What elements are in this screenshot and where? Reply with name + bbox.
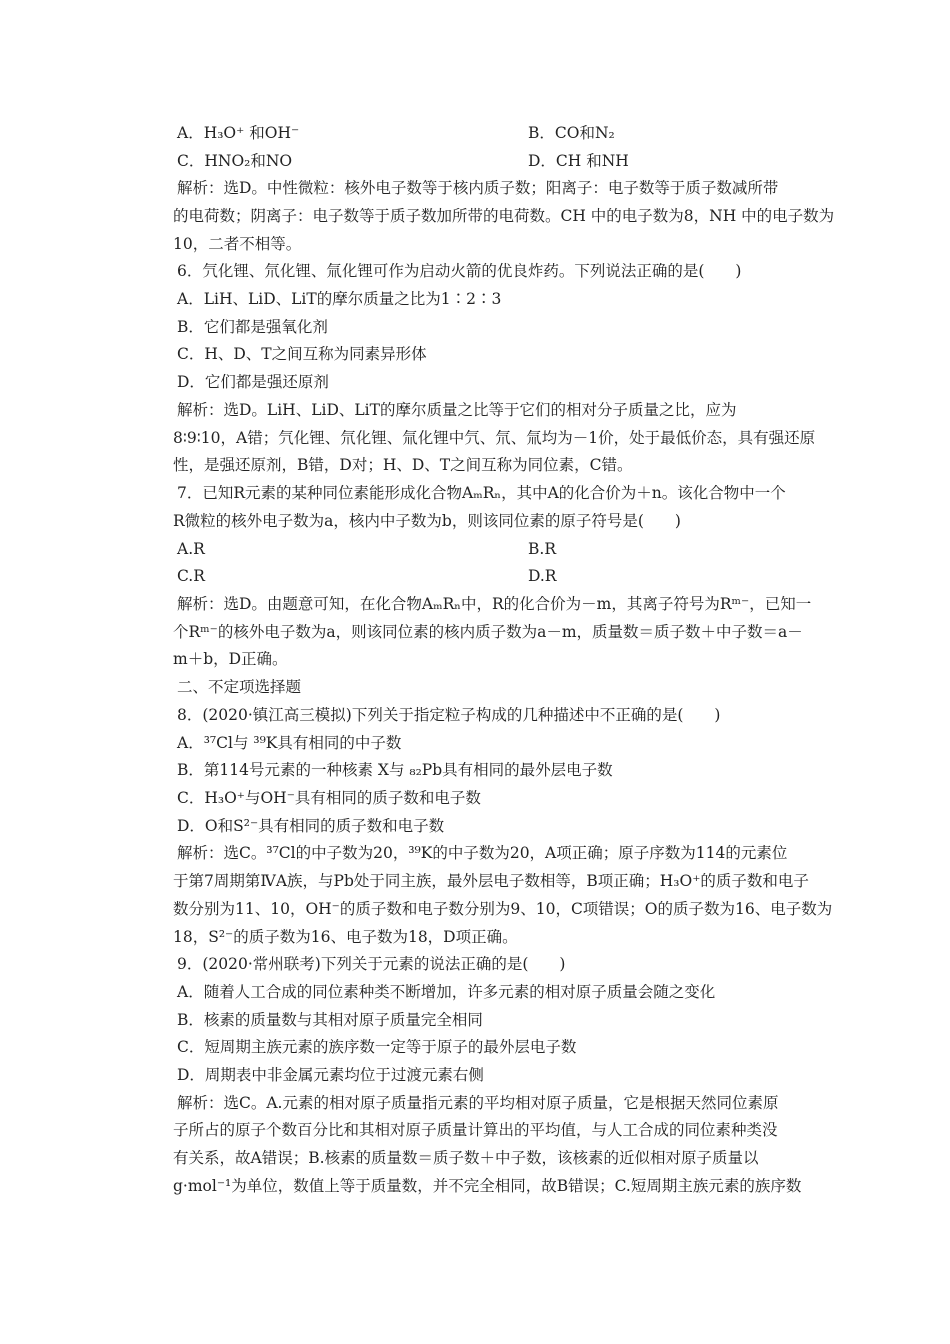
q7-explanation-line: 个Rᵐ⁻的核外电子数为a，则该同位素的核内质子数为a－m，质量数＝质子数＋中子数＝a－ xyxy=(173,623,803,641)
q6-explanation-line: 性，是强还原剂，B错，D对；H、D、T之间互称为同位素，C错。 xyxy=(173,456,633,474)
q5-explanation-line: 解析：选D。中性微粒：核外电子数等于核内质子数；阳离子：电子数等于质子数减所带 xyxy=(177,179,779,197)
q7-stem-line: R微粒的核外电子数为a，核内中子数为b，则该同位素的原子符号是( ) xyxy=(173,512,681,530)
q6-stem: 6．氕化锂、氘化锂、氚化锂可作为启动火箭的优良炸药。下列说法正确的是( ) xyxy=(177,262,742,280)
q6-option-d: D．它们都是强还原剂 xyxy=(177,373,329,391)
q9-option-a: A．随着人工合成的同位素种类不断增加，许多元素的相对原子质量会随之变化 xyxy=(177,983,716,1001)
q9-explanation-line: 解析：选C。A.元素的相对原子质量指元素的平均相对原子质量，它是根据天然同位素原 xyxy=(177,1094,779,1112)
q8-explanation-line: 18，S²⁻的质子数为16、电子数为18，D项正确。 xyxy=(173,928,518,946)
q6-explanation-line: 8∶9∶10，A错；氕化锂、氘化锂、氚化锂中氕、氘、氚均为－1价，处于最低价态，具有强还原 xyxy=(173,429,816,447)
q6-option-c: C．H、D、T之间互称为同素异形体 xyxy=(177,345,427,363)
q7-option-c: C.R xyxy=(177,567,205,585)
q6-explanation-line: 解析：选D。LiH、LiD、LiT的摩尔质量之比等于它们的相对分子质量之比，应为 xyxy=(177,401,737,419)
q5-option-d: D．CH 和NH xyxy=(528,152,629,170)
q9-explanation-line: 子所占的原子个数百分比和其相对原子质量计算出的平均值，与人工合成的同位素种类没 xyxy=(173,1121,778,1139)
q8-explanation-line: 数分别为11、10，OH⁻的质子数和电子数分别为9、10，C项错误；O的质子数为16、电子数为 xyxy=(173,900,833,918)
q7-explanation-line: m＋b，D正确。 xyxy=(173,650,288,668)
q5-explanation-line: 10，二者不相等。 xyxy=(173,235,302,253)
q8-explanation-line: 于第7周期第ⅣA族，与Pb处于同主族，最外层电子数相等，B项正确；H₃O⁺的质子数和电子 xyxy=(173,872,809,890)
q5-explanation-line: 的电荷数；阴离子：电子数等于质子数加所带的电荷数。CH 中的电子数为8，NH 中的电子数为 xyxy=(173,207,835,225)
q8-option-a: A．³⁷Cl与 ³⁹K具有相同的中子数 xyxy=(177,734,402,752)
q9-option-b: B．核素的质量数与其相对原子质量完全相同 xyxy=(177,1011,483,1029)
section-heading: 二、不定项选择题 xyxy=(177,678,302,696)
q9-explanation-line: g·mol⁻¹为单位，数值上等于质量数，并不完全相同，故B错误；C.短周期主族元素的族序数 xyxy=(173,1177,802,1195)
q7-option-a: A.R xyxy=(177,540,205,558)
q8-option-c: C．H₃O⁺与OH⁻具有相同的质子数和电子数 xyxy=(177,789,481,807)
q5-option-c: C．HNO₂和NO xyxy=(177,152,293,170)
q5-option-b: B．CO和N₂ xyxy=(528,124,615,142)
q7-option-d: D.R xyxy=(528,567,557,585)
q6-option-a: A．LiH、LiD、LiT的摩尔质量之比为1∶2∶3 xyxy=(177,290,502,308)
q8-stem: 8．(2020·镇江高三模拟)下列关于指定粒子构成的几种描述中不正确的是( ) xyxy=(177,706,721,724)
q8-option-d: D．O和S²⁻具有相同的质子数和电子数 xyxy=(177,817,445,835)
q9-stem: 9．(2020·常州联考)下列关于元素的说法正确的是( ) xyxy=(177,955,566,973)
q9-option-d: D．周期表中非金属元素均位于过渡元素右侧 xyxy=(177,1066,484,1084)
q8-explanation-line: 解析：选C。³⁷Cl的中子数为20，³⁹K的中子数为20，A项正确；原子序数为114的元素位 xyxy=(177,844,788,862)
q7-option-b: B.R xyxy=(528,540,556,558)
q5-option-a: A．H₃O⁺ 和OH⁻ xyxy=(177,124,300,142)
q6-option-b: B．它们都是强氧化剂 xyxy=(177,318,328,336)
q8-option-b: B．第114号元素的一种核素 X与 ₈₂Pb具有相同的最外层电子数 xyxy=(177,761,613,779)
q9-option-c: C．短周期主族元素的族序数一定等于原子的最外层电子数 xyxy=(177,1038,577,1056)
q7-explanation-line: 解析：选D。由题意可知，在化合物AₘRₙ中，R的化合价为－m，其离子符号为Rᵐ⁻，已知一 xyxy=(177,595,812,613)
q9-explanation-line: 有关系，故A错误；B.核素的质量数＝质子数＋中子数，该核素的近似相对原子质量以 xyxy=(173,1149,759,1167)
q7-stem-line: 7．已知R元素的某种同位素能形成化合物AₘRₙ，其中A的化合价为＋n。该化合物中一个 xyxy=(177,484,786,502)
